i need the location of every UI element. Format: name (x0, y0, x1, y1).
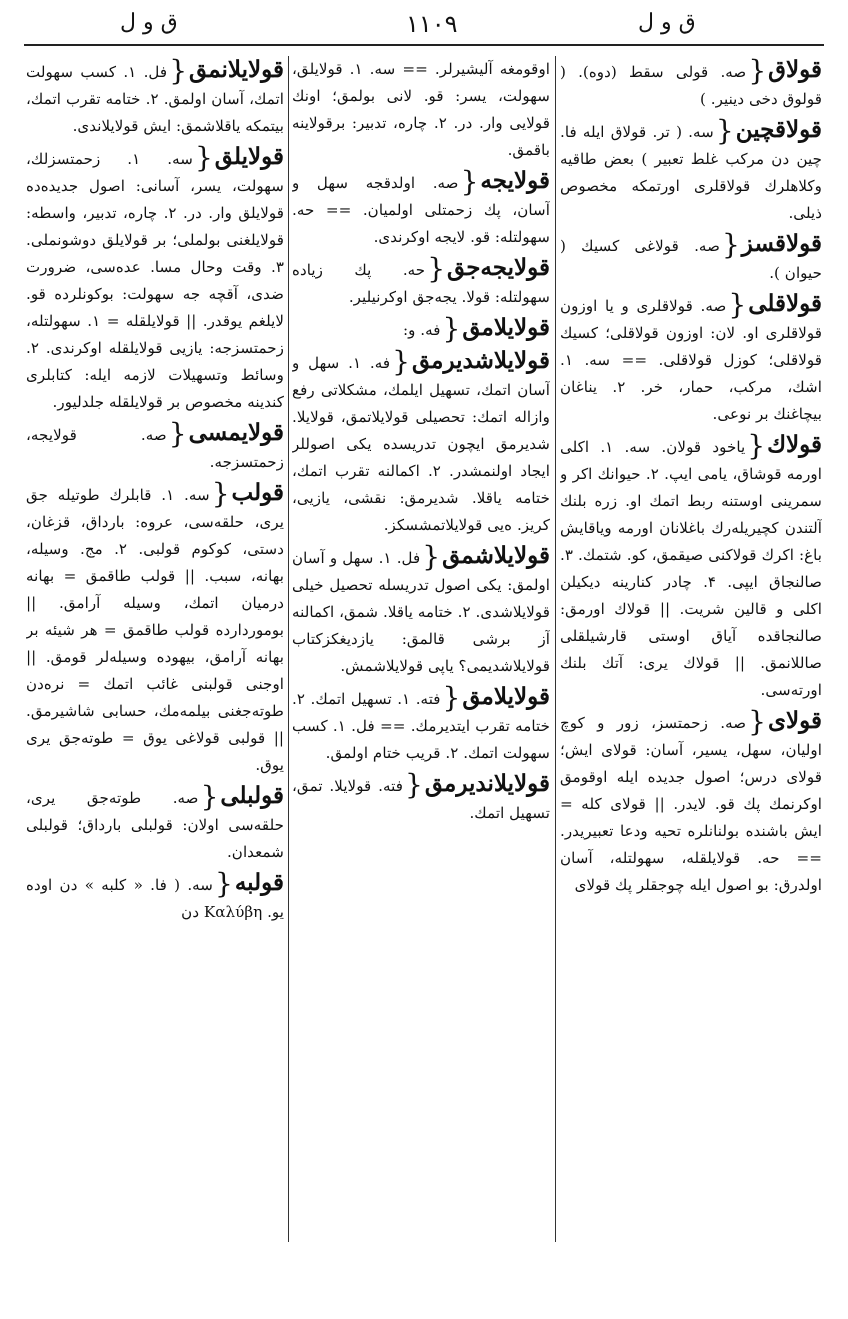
brace-glyph: { (200, 780, 219, 813)
entry-headword: قولاك (767, 431, 822, 458)
entry-headword: قولاق (768, 56, 822, 83)
entry-definition: صه. قولاقلری و یا اوزون قولاقلری او. لان: اوزون قولاقلی؛ کسیك قولاقلی؛ کوزل قولاقلی. == سه. ۱. اشك، مرکب، حمار، خر. ۲. یناغان بیچاغنك بر نوعی. (560, 297, 822, 423)
dictionary-entry (292, 347, 550, 539)
brace-glyph: { (211, 477, 230, 510)
entry-definition: صه. قولاغی کسیك ( حیوان ). (560, 237, 822, 282)
column-right (560, 56, 822, 1246)
brace-glyph: { (442, 681, 461, 714)
entry-headword: قولبه (234, 869, 284, 896)
column-divider-right (555, 56, 556, 1242)
brace-glyph: { (747, 429, 766, 462)
page-number: ۱۱۰۹ (406, 10, 458, 38)
brace-glyph: { (427, 252, 446, 285)
brace-glyph: { (169, 56, 188, 87)
dictionary-entry (26, 479, 284, 779)
dictionary-entry (560, 230, 822, 287)
brace-glyph: { (168, 417, 187, 450)
column-divider-left (288, 56, 289, 1242)
entry-definition: صه. قولایجه، زحمتسزجه. (26, 426, 284, 471)
brace-glyph: { (748, 705, 766, 738)
dictionary-entry (560, 707, 822, 899)
entry-headword: قولایلاشمق (442, 542, 550, 569)
brace-glyph: { (748, 56, 767, 87)
dictionary-entry (26, 56, 284, 140)
entry-definition: اوقومغه آلیشیرلر. == سه. ۱. قولایلق، سهولت، یسر: قو. لانی بولمق؛ اونك قولایی وار. در. ۲. چاره، تدبیر: برقولاینه باقمق. (292, 60, 550, 159)
entry-headword: قولایلامق (462, 683, 550, 710)
entry-definition: فته. قولایلا. تمق، تسهیل اتمك. (292, 777, 550, 822)
column-left (26, 56, 284, 1246)
dictionary-entry (26, 419, 284, 476)
brace-glyph: { (721, 228, 740, 261)
dictionary-entry (26, 782, 284, 866)
entry-definition: سه. ( تر. قولاق ایله فا. چین دن مرکب غلط تعبیر ) بعض طاقیه وکلاهلرك قولاقلری اورتمکه مخصوص ذیلی. (560, 123, 822, 222)
entry-headword: قولای (768, 707, 822, 734)
entry-headword: قولبلی (220, 782, 284, 809)
entry-definition: فل. ۱. کسب سهولت اتمك، آسان اولمق. ۲. ختامه تقرب اتمك، بیتمکه یاقلاشمق: ایش قولایلاندی. (26, 63, 284, 135)
dictionary-entry (26, 143, 284, 416)
header-rule (24, 44, 824, 46)
entry-definition: صه. قولی سقط (دوه). ( قولوق دخی دینیر. ) (560, 63, 822, 108)
entry-definition: حه. پك زیاده سهولتله: قولا. یجه‌جق اوکرنیلیر. (292, 261, 550, 306)
entry-definition: صه. زحمتسز، زور و کوچ اولیان، سهل، یسیر، آسان: قولای ایش؛ قولای درس؛ اصول جدیده ایله اوقومق اوکرنمك پك قو. لایدر. || قولای کله = ایش باشنده بولنانلره تحیه ودعا تعبیریدر. == حه. قولایلقله، سهولتله، آسان اولدرق: بو اصول ایله چوجقلر پك قولای (560, 714, 822, 894)
entry-headword: قولاقچین (735, 116, 822, 143)
dictionary-entry (560, 290, 822, 428)
dictionary-entry (292, 542, 550, 680)
dictionary-entry (292, 56, 550, 164)
running-head-left: ق و ل (120, 10, 178, 35)
entry-headword: قولاقسز (741, 230, 822, 257)
dictionary-entry (292, 167, 550, 251)
entry-definition: فل. ۱. سهل و آسان اولمق: یکی اصول تدریسله تحصیل خیلی قولایلاشدی. ۲. ختامه یاقلا. شمق، اکمالنه آز برشی قالمق: یازدیغکزکتاب قولایلاشدیمی؟ یاپی قولایلاشمش. (292, 549, 550, 675)
entry-headword: قولایلاندیرمق (424, 770, 550, 797)
dictionary-entry (292, 683, 550, 767)
dictionary-entry (26, 869, 284, 926)
dictionary-entry (560, 431, 822, 704)
brace-glyph: { (215, 867, 233, 900)
entry-definition: صه. طوته‌جق یری، حلقه‌سی اولان: قولبلی بارداق؛ قولبلی شمعدان. (26, 789, 284, 861)
entry-definition: سه. ۱. قابلرك طوتیله جق یری، حلقه‌سی، عروه: بارداق، قزغان، دستی، کوکوم قولبی. ۲. مج. وسیله، بهانه، سبب. || قولب طاقمق = بهانه درمیان اتمك، وسیله آرامق. || بوموردارده قولب طاقمق = هر شیئه بر بهانه آرامق، بیهوده وسیله‌لر قومق. || اوجنی قولبنی غائب اتمك = نره‌دن طوته‌جغنی بیلمه‌مك، حسابی شاشیرمق. || قولبی قولاغی یوق = طوته‌جق یری یوق. (26, 486, 284, 774)
entry-definition: فه. ۱. سهل و آسان اتمك، تسهیل ایلمك، مشکلاتی رفع وازاله اتمك: تحصیلی قولایلاتمق، قولایلا. شدیرمق ایچون تدریسده یکی اصوللر ایجاد اولنمشدر. ۲. اکمالنه تقرب اتمك، ختامه یاقلا. شدیرمق: نقشی، یازیی، کریز. ه‌یی قولایلاتمشسکز. (292, 354, 550, 534)
running-head-right: ق و ل (638, 10, 696, 35)
brace-glyph: { (392, 345, 410, 378)
brace-glyph: { (194, 141, 213, 174)
entry-headword: قولایلق (214, 143, 284, 170)
dictionary-entry (560, 116, 822, 227)
brace-glyph: { (728, 288, 747, 321)
entry-definition: سه. ( فا. « کلبه » دن اوده یو. Καλύβη دن (26, 876, 284, 921)
page-header (24, 6, 824, 46)
entry-headword: قولایجه (480, 167, 550, 194)
entry-headword: قولایمسی (188, 419, 284, 446)
dictionary-entry (292, 770, 550, 827)
brace-glyph: { (404, 768, 423, 801)
entry-headword: قولاقلی (748, 290, 822, 317)
entry-headword: قولایلامق (462, 314, 550, 341)
entry-definition: فه. و: (403, 321, 441, 339)
dictionary-entry (560, 56, 822, 113)
entry-headword: قولایلانمق (189, 56, 284, 83)
entry-definition: سه. ۱. زحمتسزلك، سهولت، یسر، آسانی: اصول جدیده‌ده قولایلق وار. در. ۲. چاره، تدبیر، واسطه: قولایلغنی بولملی؛ بر قولایلق دوشونملی. ۳. وقت وحال مسا. عده‌سی، ضرورت ضدی، آقچه جه سهولت: بوکونلرده قو. لایلغم یوقدر. || قولایلقله = ۱. سهولتله، زحمتسزجه: یازیی قولایلقله اوکرندی. ۲. وسائط وتسهیلات لازمه ایله: کتابلری کندینه مخصوص بر قولایلقله جلدلیور. (26, 150, 284, 411)
entry-definition: صه. اولدقجه سهل و آسان، پك زحمتلی اولمیان. == حه. سهولتله: قو. لایجه اوکرندی. (292, 174, 550, 246)
brace-glyph: { (460, 165, 479, 198)
entry-headword: قولایلاشدیرمق (411, 347, 550, 374)
column-middle (292, 56, 550, 1246)
dictionary-entry (292, 314, 550, 344)
entry-headword: قولب (231, 479, 284, 506)
brace-glyph: { (715, 114, 734, 147)
entry-definition: فته. ۱. تسهیل اتمك. ۲. ختامه تقرب ایتدیرمك. == فل. ۱. کسب سهولت اتمك. ۲. قریب ختام اولمق. (292, 690, 550, 762)
brace-glyph: { (442, 312, 461, 345)
brace-glyph: { (422, 540, 441, 573)
entry-headword: قولایجه‌جق (447, 254, 550, 281)
dictionary-entry (292, 254, 550, 311)
entry-definition: یاخود قولان. سه. ۱. اکلی اورمه قوشاق، یامی ایپ. ۲. حیوانك اکر و سمرینی اوستنه ربط اتمك او. زره بلنك آلتندن کچیریله‌رك باغلانان اورمه ویاقایش باغ: اکرك قولاکنی صیقمق، کو. شتمك. ۳. صالنجاق ایپی. ۴. چادر کنارینه دیکیلن اکلی و قالین شریت. || قولاك اورمق: صالنجاقده آیاق اوستی قارشیلقلی صاللانمق. || قولاك یری: آتك بلنك اورته‌سی. (560, 438, 822, 699)
